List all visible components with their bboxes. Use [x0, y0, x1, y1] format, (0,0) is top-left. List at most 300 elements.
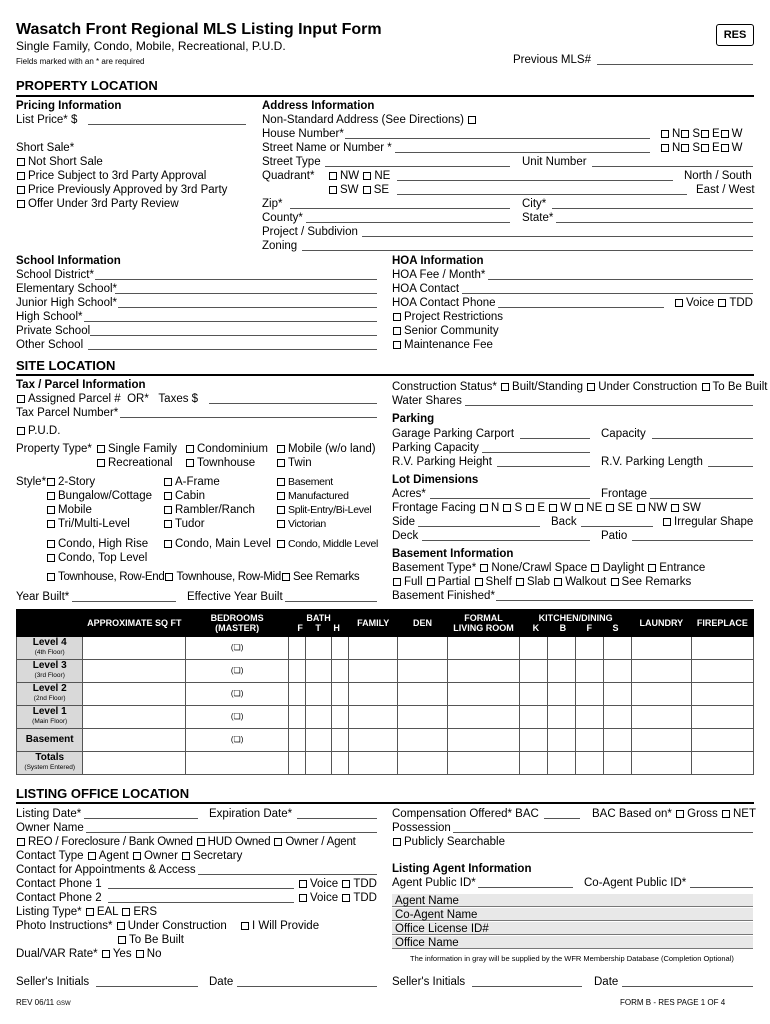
level-sub: (3rd Floor): [34, 672, 65, 679]
grid-cell[interactable]: [447, 637, 520, 660]
patio-label: Patio: [601, 530, 628, 542]
checkbox[interactable]: [17, 186, 25, 194]
grid-cell[interactable]: [631, 706, 691, 729]
level-sub: (4th Floor): [34, 649, 65, 656]
county-field[interactable]: [306, 222, 510, 223]
grid-cell[interactable]: [83, 660, 186, 683]
checkbox[interactable]: [47, 506, 55, 514]
pud-option[interactable]: P.U.D.: [16, 424, 60, 438]
grid-cell[interactable]: [83, 683, 186, 706]
effective-year-field[interactable]: [285, 601, 377, 602]
style-option[interactable]: Condo, High Rise: [46, 537, 148, 551]
style-option[interactable]: Townhouse, Row-End Townhouse, Row-Mid See Remarks: [46, 570, 359, 584]
tax-parcel-field[interactable]: [120, 417, 377, 418]
grid-header-bedrooms: BEDROOMS (MASTER): [186, 610, 289, 637]
contact-appt-label: Contact for Appointments & Access: [16, 864, 196, 876]
zip-field[interactable]: [290, 208, 510, 209]
grid-cell[interactable]: [603, 729, 631, 752]
agent-field-label: Co-Agent Name: [395, 909, 478, 921]
grid-cell[interactable]: [349, 706, 398, 729]
checkbox[interactable]: [468, 116, 476, 124]
address-heading: Address Information: [262, 100, 375, 112]
school-heading: School Information: [16, 255, 121, 267]
property-type-option[interactable]: Twin: [276, 456, 312, 470]
short-sale-option[interactable]: Price Subject to 3rd Party Approval: [16, 169, 206, 183]
grid-cell[interactable]: [576, 729, 604, 752]
assigned-parcel[interactable]: Assigned Parcel # OR* Taxes $: [16, 392, 198, 406]
grid-cell[interactable]: [306, 752, 332, 775]
style-option[interactable]: Condo, Middle Level: [276, 537, 378, 551]
grid-cell[interactable]: [349, 683, 398, 706]
grid-cell[interactable]: [398, 637, 447, 660]
possession-label: Possession: [392, 822, 451, 834]
grid-cell[interactable]: [447, 660, 520, 683]
basement-type[interactable]: Basement Type* None/Crawl Space Daylight Entrance: [392, 562, 706, 574]
street-type-field[interactable]: [325, 166, 510, 167]
grid-cell[interactable]: [548, 637, 576, 660]
grid-cell[interactable]: [306, 706, 332, 729]
patio-field[interactable]: [632, 540, 753, 541]
grid-cell[interactable]: [83, 752, 186, 775]
hoa-voice-tdd[interactable]: Voice TDD: [674, 296, 753, 310]
side-field[interactable]: [418, 526, 540, 527]
hoa-fee-label: HOA Fee / Month*: [392, 269, 486, 281]
school-field-input[interactable]: [118, 307, 377, 308]
frontage-facing[interactable]: Frontage Facing N S E W NE SE NW SW: [392, 502, 701, 514]
grid-header-family: FAMILY: [349, 610, 398, 637]
construction-status[interactable]: Construction Status* Built/Standing Under Construction To Be Built: [392, 381, 768, 393]
grid-cell[interactable]: [520, 706, 548, 729]
parking-capacity-field[interactable]: [482, 452, 590, 453]
grid-cell[interactable]: [548, 706, 576, 729]
checkbox[interactable]: [17, 158, 25, 166]
sellers-initials-field-2[interactable]: [472, 986, 582, 987]
grid-cell[interactable]: [691, 706, 753, 729]
quadrant-label: Quadrant*: [262, 170, 315, 182]
sellers-initials-field[interactable]: [96, 986, 198, 987]
grid-row: [17, 683, 754, 706]
basement-finished-field[interactable]: [496, 600, 753, 601]
rv-length-label: R.V. Parking Length: [601, 456, 703, 468]
quadrant-row2[interactable]: SW SE: [328, 183, 389, 197]
parking-capacity-label: Parking Capacity: [392, 442, 479, 454]
year-built-field[interactable]: [72, 601, 176, 602]
property-type-option[interactable]: Mobile (w/o land): [276, 442, 376, 456]
school-field-input[interactable]: [88, 349, 377, 350]
grid-cell[interactable]: [691, 637, 753, 660]
room-grid: [16, 609, 754, 775]
checkbox[interactable]: [17, 172, 25, 180]
city-label: City*: [522, 198, 547, 210]
date-label: Date: [209, 976, 234, 988]
level-name: Level 3: [32, 660, 67, 671]
zoning-field[interactable]: [302, 250, 753, 251]
level-sub: (2nd Floor): [33, 695, 66, 702]
parking-heading: Parking: [392, 413, 435, 425]
east-west-label: East / West: [696, 184, 755, 196]
project-field[interactable]: [362, 236, 753, 237]
grid-cell[interactable]: [447, 729, 520, 752]
checkbox[interactable]: [277, 492, 285, 500]
grid-cell[interactable]: [631, 660, 691, 683]
grid-cell[interactable]: [331, 706, 348, 729]
grid-row-label: [17, 637, 83, 660]
zip-label: Zip*: [262, 198, 283, 210]
hoa-heading: HOA Information: [392, 255, 484, 267]
direction-options-2[interactable]: N S E W: [660, 141, 743, 155]
zoning-label: Zoning: [262, 240, 298, 252]
short-sale-label: Short Sale*: [16, 142, 75, 154]
sellers-initials-label: Seller's Initials: [16, 976, 90, 988]
street-name-field[interactable]: [395, 152, 650, 153]
grid-cell[interactable]: [331, 729, 348, 752]
grid-row: [17, 660, 754, 683]
grid-cell[interactable]: (❏): [186, 729, 289, 752]
photo-option-provide[interactable]: I Will Provide: [240, 919, 319, 933]
grid-cell[interactable]: [289, 729, 306, 752]
unit-number-field[interactable]: [592, 166, 753, 167]
grid-cell[interactable]: [398, 683, 447, 706]
grid-cell[interactable]: [306, 683, 332, 706]
style-option[interactable]: Mobile: [46, 503, 92, 517]
bac-based[interactable]: BAC Based on* Gross NET: [592, 808, 756, 820]
grid-cell[interactable]: [603, 637, 631, 660]
agent-heading: Listing Agent Information: [392, 863, 532, 875]
level-name: Totals: [35, 752, 65, 763]
state-field[interactable]: [556, 222, 753, 223]
style-option[interactable]: Tri/Multi-Level: [46, 517, 130, 531]
level-name: Level 4: [32, 637, 67, 648]
grid-cell[interactable]: [691, 752, 753, 775]
site-location-heading: SITE LOCATION: [16, 358, 116, 373]
photo-option-build[interactable]: To Be Built: [117, 933, 184, 947]
level-sub: (Main Floor): [32, 718, 68, 725]
hoa-phone-label: HOA Contact Phone: [392, 297, 496, 309]
form-page: FORM B - RES PAGE 1 OF 4: [620, 998, 726, 1007]
photo-instructions[interactable]: Photo Instructions* Under Construction: [16, 920, 227, 932]
school-field-label: High School*: [16, 311, 83, 323]
grid-row: [17, 752, 754, 775]
north-south-label: North / South: [684, 170, 752, 182]
style-option[interactable]: Split-Entry/Bi-Level: [276, 503, 371, 517]
checkbox[interactable]: [277, 506, 285, 514]
grid-cell[interactable]: [447, 683, 520, 706]
city-field[interactable]: [552, 208, 753, 209]
hoa-contact-label: HOA Contact: [392, 283, 460, 295]
back-label: Back: [551, 516, 577, 528]
date-field-2[interactable]: [622, 986, 753, 987]
school-field-input[interactable]: [90, 335, 377, 336]
grid-cell[interactable]: [398, 729, 447, 752]
back-field[interactable]: [581, 526, 653, 527]
style-option[interactable]: Rambler/Ranch: [163, 503, 255, 517]
grid-cell[interactable]: [576, 706, 604, 729]
date-field[interactable]: [237, 986, 377, 987]
expiration-label: Expiration Date*: [209, 808, 293, 820]
frontage-field[interactable]: [650, 498, 753, 499]
taxes-field[interactable]: [209, 403, 377, 404]
grid-cell[interactable]: [548, 752, 576, 775]
grid-cell[interactable]: (❏): [186, 683, 289, 706]
style-option[interactable]: A-Frame: [163, 475, 220, 489]
style-option[interactable]: Tudor: [163, 517, 205, 531]
phone1-voice-tdd[interactable]: Voice TDD: [298, 877, 377, 891]
required-note: Fields marked with an * are required: [16, 57, 145, 66]
possession-field[interactable]: [453, 832, 753, 833]
wfr-note: The information in gray will be supplied by the WFR Membership Database (Completion Optional): [410, 954, 734, 963]
grid-cell[interactable]: [83, 729, 186, 752]
listing-date-label: Listing Date*: [16, 808, 82, 820]
grid-cell[interactable]: [398, 706, 447, 729]
acres-field[interactable]: [430, 498, 590, 499]
style-option[interactable]: 2-Story: [46, 475, 95, 489]
checkbox[interactable]: [164, 520, 172, 528]
grid-cell[interactable]: [289, 660, 306, 683]
grid-cell[interactable]: [691, 683, 753, 706]
phone2-voice-tdd[interactable]: Voice TDD: [298, 891, 377, 905]
project-label: Project / Subdivion: [262, 226, 358, 238]
listing-date-field[interactable]: [84, 818, 198, 819]
checkbox[interactable]: [47, 492, 55, 500]
deck-label: Deck: [392, 530, 419, 542]
dual-var-rate[interactable]: Dual/VAR Rate* Yes No: [16, 948, 162, 960]
style-option[interactable]: Bungalow/Cottage: [46, 489, 152, 503]
style-option[interactable]: Cabin: [163, 489, 205, 503]
grid-cell[interactable]: [520, 729, 548, 752]
style-option[interactable]: Manufactured: [276, 489, 349, 503]
grid-cell[interactable]: [331, 683, 348, 706]
hoa-option[interactable]: Senior Community: [392, 324, 499, 338]
grid-cell[interactable]: [691, 660, 753, 683]
grid-row-label: [17, 683, 83, 706]
phone2-field[interactable]: [108, 902, 294, 903]
contact-appt-field[interactable]: [198, 874, 377, 875]
grid-row-label: [17, 660, 83, 683]
divider: [16, 95, 754, 97]
tax-parcel-label: Tax Parcel Number*: [16, 407, 119, 419]
checkbox[interactable]: [47, 520, 55, 528]
style-option[interactable]: Basement: [276, 475, 333, 489]
rv-height-label: R.V. Parking Height: [392, 456, 492, 468]
basement-options[interactable]: Full Partial Shelf Slab Walkout See Remarks: [392, 575, 691, 589]
level-name: Basement: [25, 734, 74, 745]
phone1-field[interactable]: [108, 888, 294, 889]
grid-cell[interactable]: [520, 752, 548, 775]
listing-office-heading: LISTING OFFICE LOCATION: [16, 786, 190, 801]
house-number-field[interactable]: [345, 138, 650, 139]
hoa-option[interactable]: Project Restrictions: [392, 310, 503, 324]
grid-cell[interactable]: [83, 706, 186, 729]
effective-year-label: Effective Year Built: [187, 591, 283, 603]
grid-cell[interactable]: [398, 752, 447, 775]
checkbox[interactable]: [164, 478, 172, 486]
property-type-option[interactable]: Single Family: [96, 442, 177, 456]
grid-cell[interactable]: [548, 683, 576, 706]
style-option[interactable]: Victorian: [276, 517, 326, 531]
grid-cell[interactable]: [520, 660, 548, 683]
grid-cell[interactable]: [603, 706, 631, 729]
short-sale-option[interactable]: Not Short Sale: [16, 155, 103, 169]
grid-cell[interactable]: [289, 706, 306, 729]
grid-cell[interactable]: [331, 637, 348, 660]
rv-length-field[interactable]: [708, 466, 753, 467]
school-field-label: Elementary School*: [16, 283, 117, 295]
divider: [16, 802, 754, 804]
checkbox[interactable]: [47, 478, 55, 486]
grid-header-blank: [17, 610, 83, 637]
grid-cell[interactable]: [631, 637, 691, 660]
hoa-contact-field[interactable]: [462, 293, 753, 294]
direction-options-1[interactable]: N S E W: [660, 127, 743, 141]
res-badge: RES: [716, 24, 754, 46]
grid-cell[interactable]: [349, 637, 398, 660]
hoa-phone-field[interactable]: [498, 307, 664, 308]
style-label: Style*: [16, 476, 47, 488]
irregular-option[interactable]: Irregular Shape: [662, 515, 753, 529]
grid-cell[interactable]: [631, 683, 691, 706]
grid-cell[interactable]: [576, 637, 604, 660]
grid-cell[interactable]: [186, 752, 289, 775]
level-name: Level 2: [32, 683, 67, 694]
checkbox[interactable]: [277, 520, 285, 528]
contact-type[interactable]: Contact Type Agent Owner Secretary: [16, 850, 243, 862]
previous-mls-field[interactable]: [597, 64, 753, 65]
grid-cell[interactable]: [603, 752, 631, 775]
style-option[interactable]: Condo, Top Level: [46, 551, 147, 565]
short-sale-option[interactable]: Price Previously Approved by 3rd Party: [16, 183, 227, 197]
grid-cell[interactable]: [289, 637, 306, 660]
grid-row: [17, 706, 754, 729]
grid-cell[interactable]: (❏): [186, 637, 289, 660]
street-name-label: Street Name or Number *: [262, 142, 392, 154]
grid-cell[interactable]: [576, 752, 604, 775]
compensation-field[interactable]: [544, 818, 580, 819]
grid-header-formal-living: FORMAL LIVING ROOM: [447, 610, 520, 637]
grid-row-label: [17, 706, 83, 729]
school-field-input[interactable]: [115, 293, 377, 294]
level-name: Level 1: [32, 706, 67, 717]
grid-cell[interactable]: [331, 752, 348, 775]
grid-cell[interactable]: [576, 683, 604, 706]
grid-header-sqft: APPROXIMATE SQ FT: [83, 610, 186, 637]
agent-field-label: Agent Name: [395, 895, 459, 907]
grid-cell[interactable]: [306, 660, 332, 683]
grid-cell[interactable]: [631, 729, 691, 752]
hoa-fee-field[interactable]: [488, 279, 753, 280]
phone2-label: Contact Phone 2: [16, 892, 102, 904]
lot-heading: Lot Dimensions: [392, 474, 479, 486]
tax-heading: Tax / Parcel Information: [16, 379, 146, 391]
grid-header-den: DEN: [398, 610, 447, 637]
rv-height-field[interactable]: [497, 466, 590, 467]
pricing-heading: Pricing Information: [16, 100, 122, 112]
agent-id-field[interactable]: [478, 887, 573, 888]
expiration-field[interactable]: [297, 818, 377, 819]
grid-header-bath: BATH F T H: [289, 610, 349, 637]
non-standard-address[interactable]: Non-Standard Address (See Directions): [262, 113, 479, 127]
grid-cell[interactable]: [306, 637, 332, 660]
quadrant-field-2[interactable]: [397, 194, 687, 195]
grid-cell[interactable]: [603, 683, 631, 706]
school-field-label: School District*: [16, 269, 94, 281]
grid-row: [17, 637, 754, 660]
checkbox[interactable]: [277, 478, 285, 486]
grid-cell[interactable]: [447, 706, 520, 729]
property-type-option[interactable]: Townhouse: [185, 456, 255, 470]
school-field-label: Junior High School*: [16, 297, 118, 309]
style-option[interactable]: Condo, Main Level: [163, 537, 271, 551]
grid-header-row: [17, 610, 754, 637]
water-shares-field[interactable]: [465, 405, 753, 406]
quadrant-row1[interactable]: NW NE: [328, 169, 390, 183]
owner-name-field[interactable]: [86, 832, 377, 833]
grid-cell[interactable]: [548, 660, 576, 683]
short-sale-option[interactable]: Offer Under 3rd Party Review: [16, 197, 179, 211]
checkbox[interactable]: [164, 492, 172, 500]
acres-label: Acres*: [392, 488, 426, 500]
hoa-option[interactable]: Maintenance Fee: [392, 338, 493, 352]
grid-cell[interactable]: [83, 637, 186, 660]
basement-finished-label: Basement Finished*: [392, 590, 495, 602]
school-field-input[interactable]: [95, 279, 377, 280]
quadrant-field-1[interactable]: [397, 180, 673, 181]
deck-field[interactable]: [422, 540, 590, 541]
frontage-label: Frontage: [601, 488, 648, 500]
school-field-input[interactable]: [84, 321, 377, 322]
grid-cell[interactable]: [520, 683, 548, 706]
date-label-2: Date: [594, 976, 619, 988]
listing-type[interactable]: Listing Type* EAL ERS: [16, 906, 158, 918]
grid-cell[interactable]: [548, 729, 576, 752]
grid-cell[interactable]: (❏): [186, 660, 289, 683]
capacity-field[interactable]: [652, 438, 753, 439]
agent-field-label: Office License ID#: [395, 923, 489, 935]
list-price-field[interactable]: [88, 124, 246, 125]
grid-cell[interactable]: [289, 683, 306, 706]
house-number-label: House Number*: [262, 128, 344, 140]
grid-cell[interactable]: [306, 729, 332, 752]
grid-cell[interactable]: [631, 752, 691, 775]
property-location-heading: PROPERTY LOCATION: [16, 78, 158, 93]
garage-label: Garage Parking Carport: [392, 428, 515, 440]
publicly-searchable[interactable]: Publicly Searchable: [392, 835, 505, 849]
grid-cell[interactable]: [691, 729, 753, 752]
checkbox[interactable]: [164, 506, 172, 514]
grid-cell[interactable]: [349, 729, 398, 752]
grid-cell[interactable]: [576, 660, 604, 683]
grid-cell[interactable]: [331, 660, 348, 683]
grid-cell[interactable]: [520, 637, 548, 660]
grid-cell[interactable]: [349, 752, 398, 775]
grid-cell[interactable]: [289, 752, 306, 775]
owner-options[interactable]: REO / Foreclosure / Bank Owned HUD Owned Owner / Agent: [16, 835, 356, 849]
school-field-label: Private School: [16, 325, 91, 337]
previous-mls-label: Previous MLS#: [513, 54, 591, 66]
co-agent-id-field[interactable]: [690, 887, 753, 888]
grid-cell[interactable]: (❏): [186, 706, 289, 729]
form-title: Wasatch Front Regional MLS Listing Input Form: [16, 21, 382, 38]
grid-cell[interactable]: [447, 752, 520, 775]
garage-field[interactable]: [520, 438, 590, 439]
property-type-option[interactable]: Recreational: [96, 456, 173, 470]
grid-cell[interactable]: [603, 660, 631, 683]
property-type-option[interactable]: Condominium: [185, 442, 268, 456]
county-label: County*: [262, 212, 303, 224]
checkbox[interactable]: [17, 200, 25, 208]
grid-cell[interactable]: [398, 660, 447, 683]
grid-cell[interactable]: [349, 660, 398, 683]
revision: REV 06/11 GSW: [16, 998, 71, 1007]
